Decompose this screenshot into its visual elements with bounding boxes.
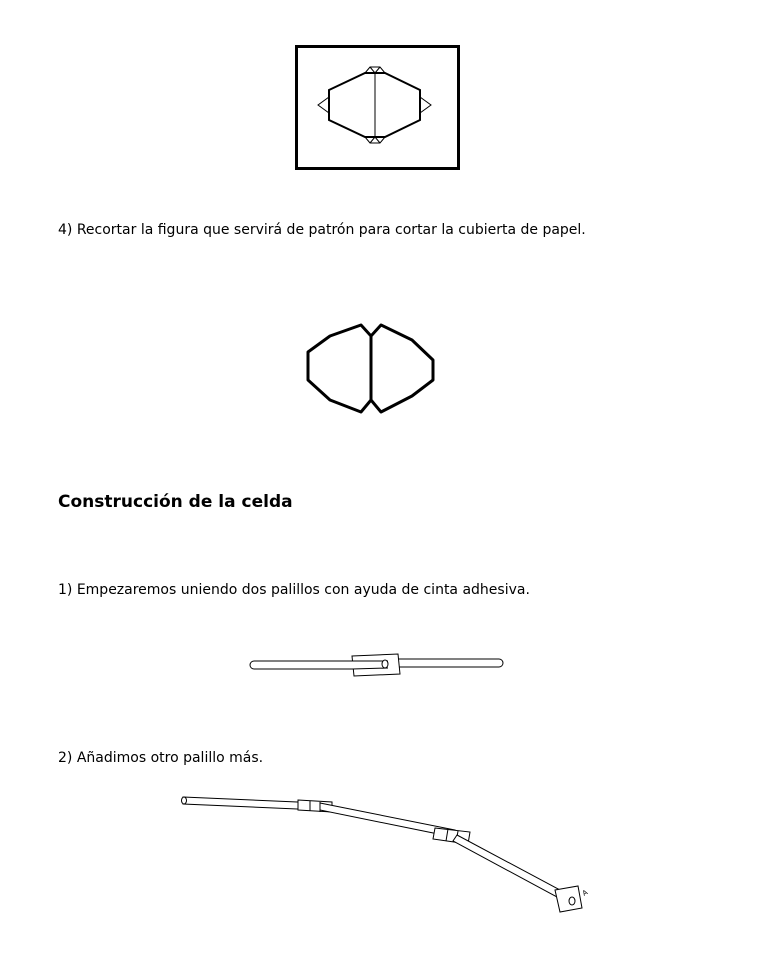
stick-right (385, 659, 503, 667)
framed-pattern-figure (295, 45, 460, 170)
step-4-text: 4) Recortar la figura que servirá de patrón para cortar la cubierta de papel. (58, 222, 586, 238)
label-mark: A (581, 888, 590, 898)
pattern-tab-left (318, 97, 329, 113)
tape-end (555, 886, 582, 912)
cut-shape-figure (305, 322, 437, 416)
pattern-tab-right (420, 97, 431, 113)
step-2-text: 2) Añadimos otro palillo más. (58, 750, 264, 766)
cut-shape-right-hexagon (371, 325, 433, 412)
step-1-text: 1) Empezaremos uniendo dos palillos con ayuda de cinta adhesiva. (58, 582, 530, 598)
cut-shape-left-hexagon (308, 325, 371, 412)
section-heading: Construcción de la celda (58, 492, 293, 512)
two-sticks-figure (248, 652, 508, 678)
three-sticks-figure (180, 790, 600, 925)
